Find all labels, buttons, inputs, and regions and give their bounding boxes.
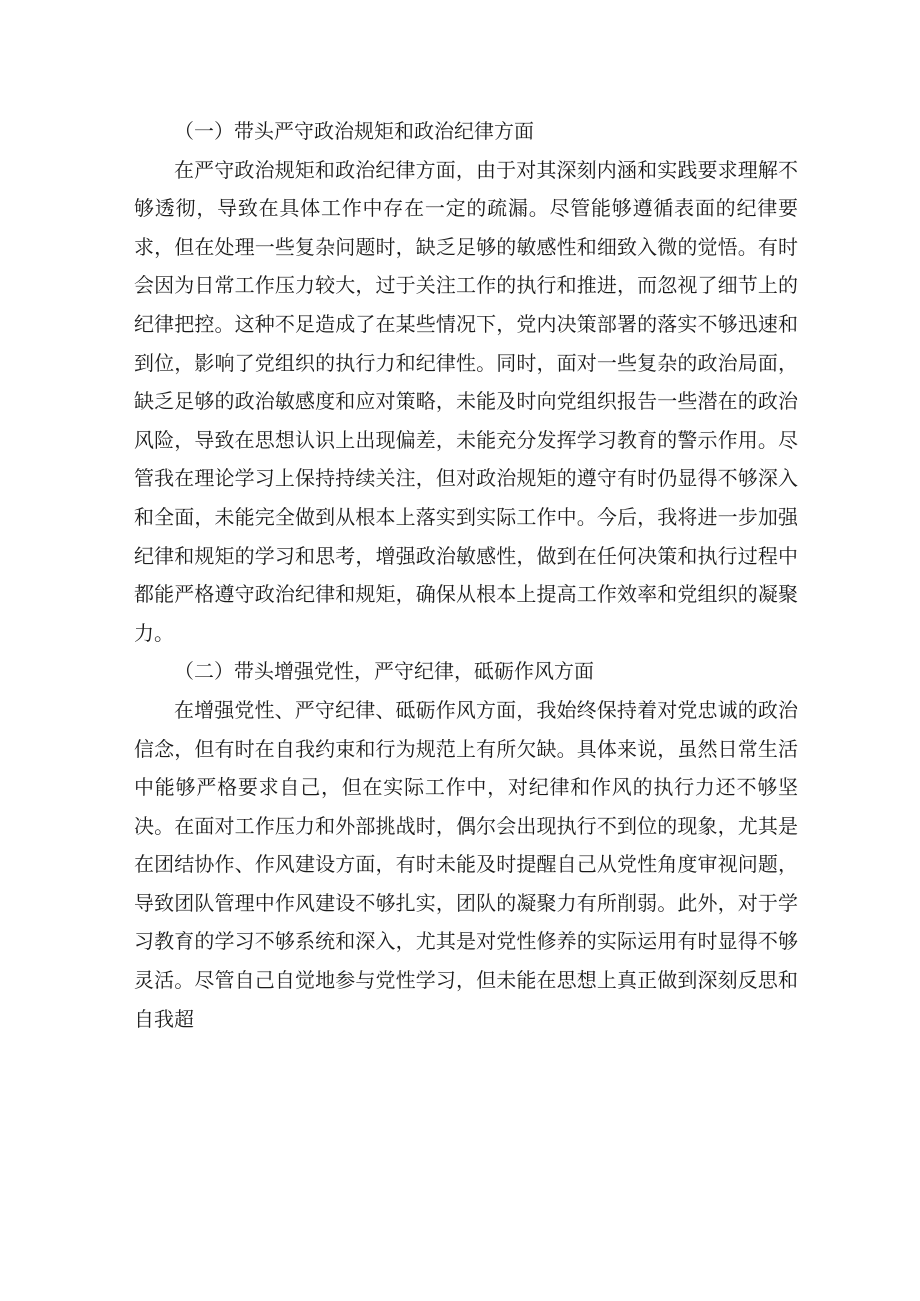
section-heading-2: （二）带头增强党性，严守纪律，砥砺作风方面 — [174, 659, 594, 684]
section-paragraph-1: 在严守政治规矩和政治纪律方面，由于对其深刻内涵和实践要求理解不够透彻，导致在具体工作中存在一定的疏漏。尽管能够遵循表面的纪律要求，但在处理一些复杂问题时，缺乏足够的敏感性和细致入微的觉悟。有时会因为日常工作压力较大，过于关注工作的执行和推进，而忽视了细节上的纪律把控。这种不足造成了在某些情况下，党内决策部署的落实不够迅速和到位，影响了党组织的执行力和纪律性。同时，面对一些复杂的政治局面，缺乏足够的政治敏感度和应对策略，未能及时向党组织报告一些潜在的政治风险，导致在思想认识上出现偏差，未能充分发挥学习教育的警示作用。尽管我在理论学习上保持持续关注，但对政治规矩的遵守有时仍显得不够深入和全面，未能完全做到从根本上落实到实际工作中。今后，我将进一步加强纪律和规矩的学习和思考，增强政治敏感性，做到在任何决策和执行过程中都能严格遵守政治纪律和规矩，确保从根本上提高工作效率和党组织的凝聚力。 — [134, 157, 798, 645]
document-body — [134, 112, 798, 1038]
section-paragraph-2: 在增强党性、严守纪律、砥砺作风方面，我始终保持着对党忠诚的政治信念，但有时在自我约束和行为规范上有所欠缺。具体来说，虽然日常生活中能够严格要求自己，但在实际工作中，对纪律和作风的执行力还不够坚决。在面对工作压力和外部挑战时，偶尔会出现执行不到位的现象，尤其是在团结协作、作风建设方面，有时未能及时提醒自己从党性角度审视问题，导致团队管理中作风建设不够扎实，团队的凝聚力有所削弱。此外，对于学习教育的学习不够系统和深入，尤其是对党性修养的实际运用有时显得不够灵活。尽管自己自觉地参与党性学习，但未能在思想上真正做到深刻反思和自我超 — [134, 697, 798, 1031]
section-heading-1: （一）带头严守政治规矩和政治纪律方面 — [174, 119, 534, 143]
